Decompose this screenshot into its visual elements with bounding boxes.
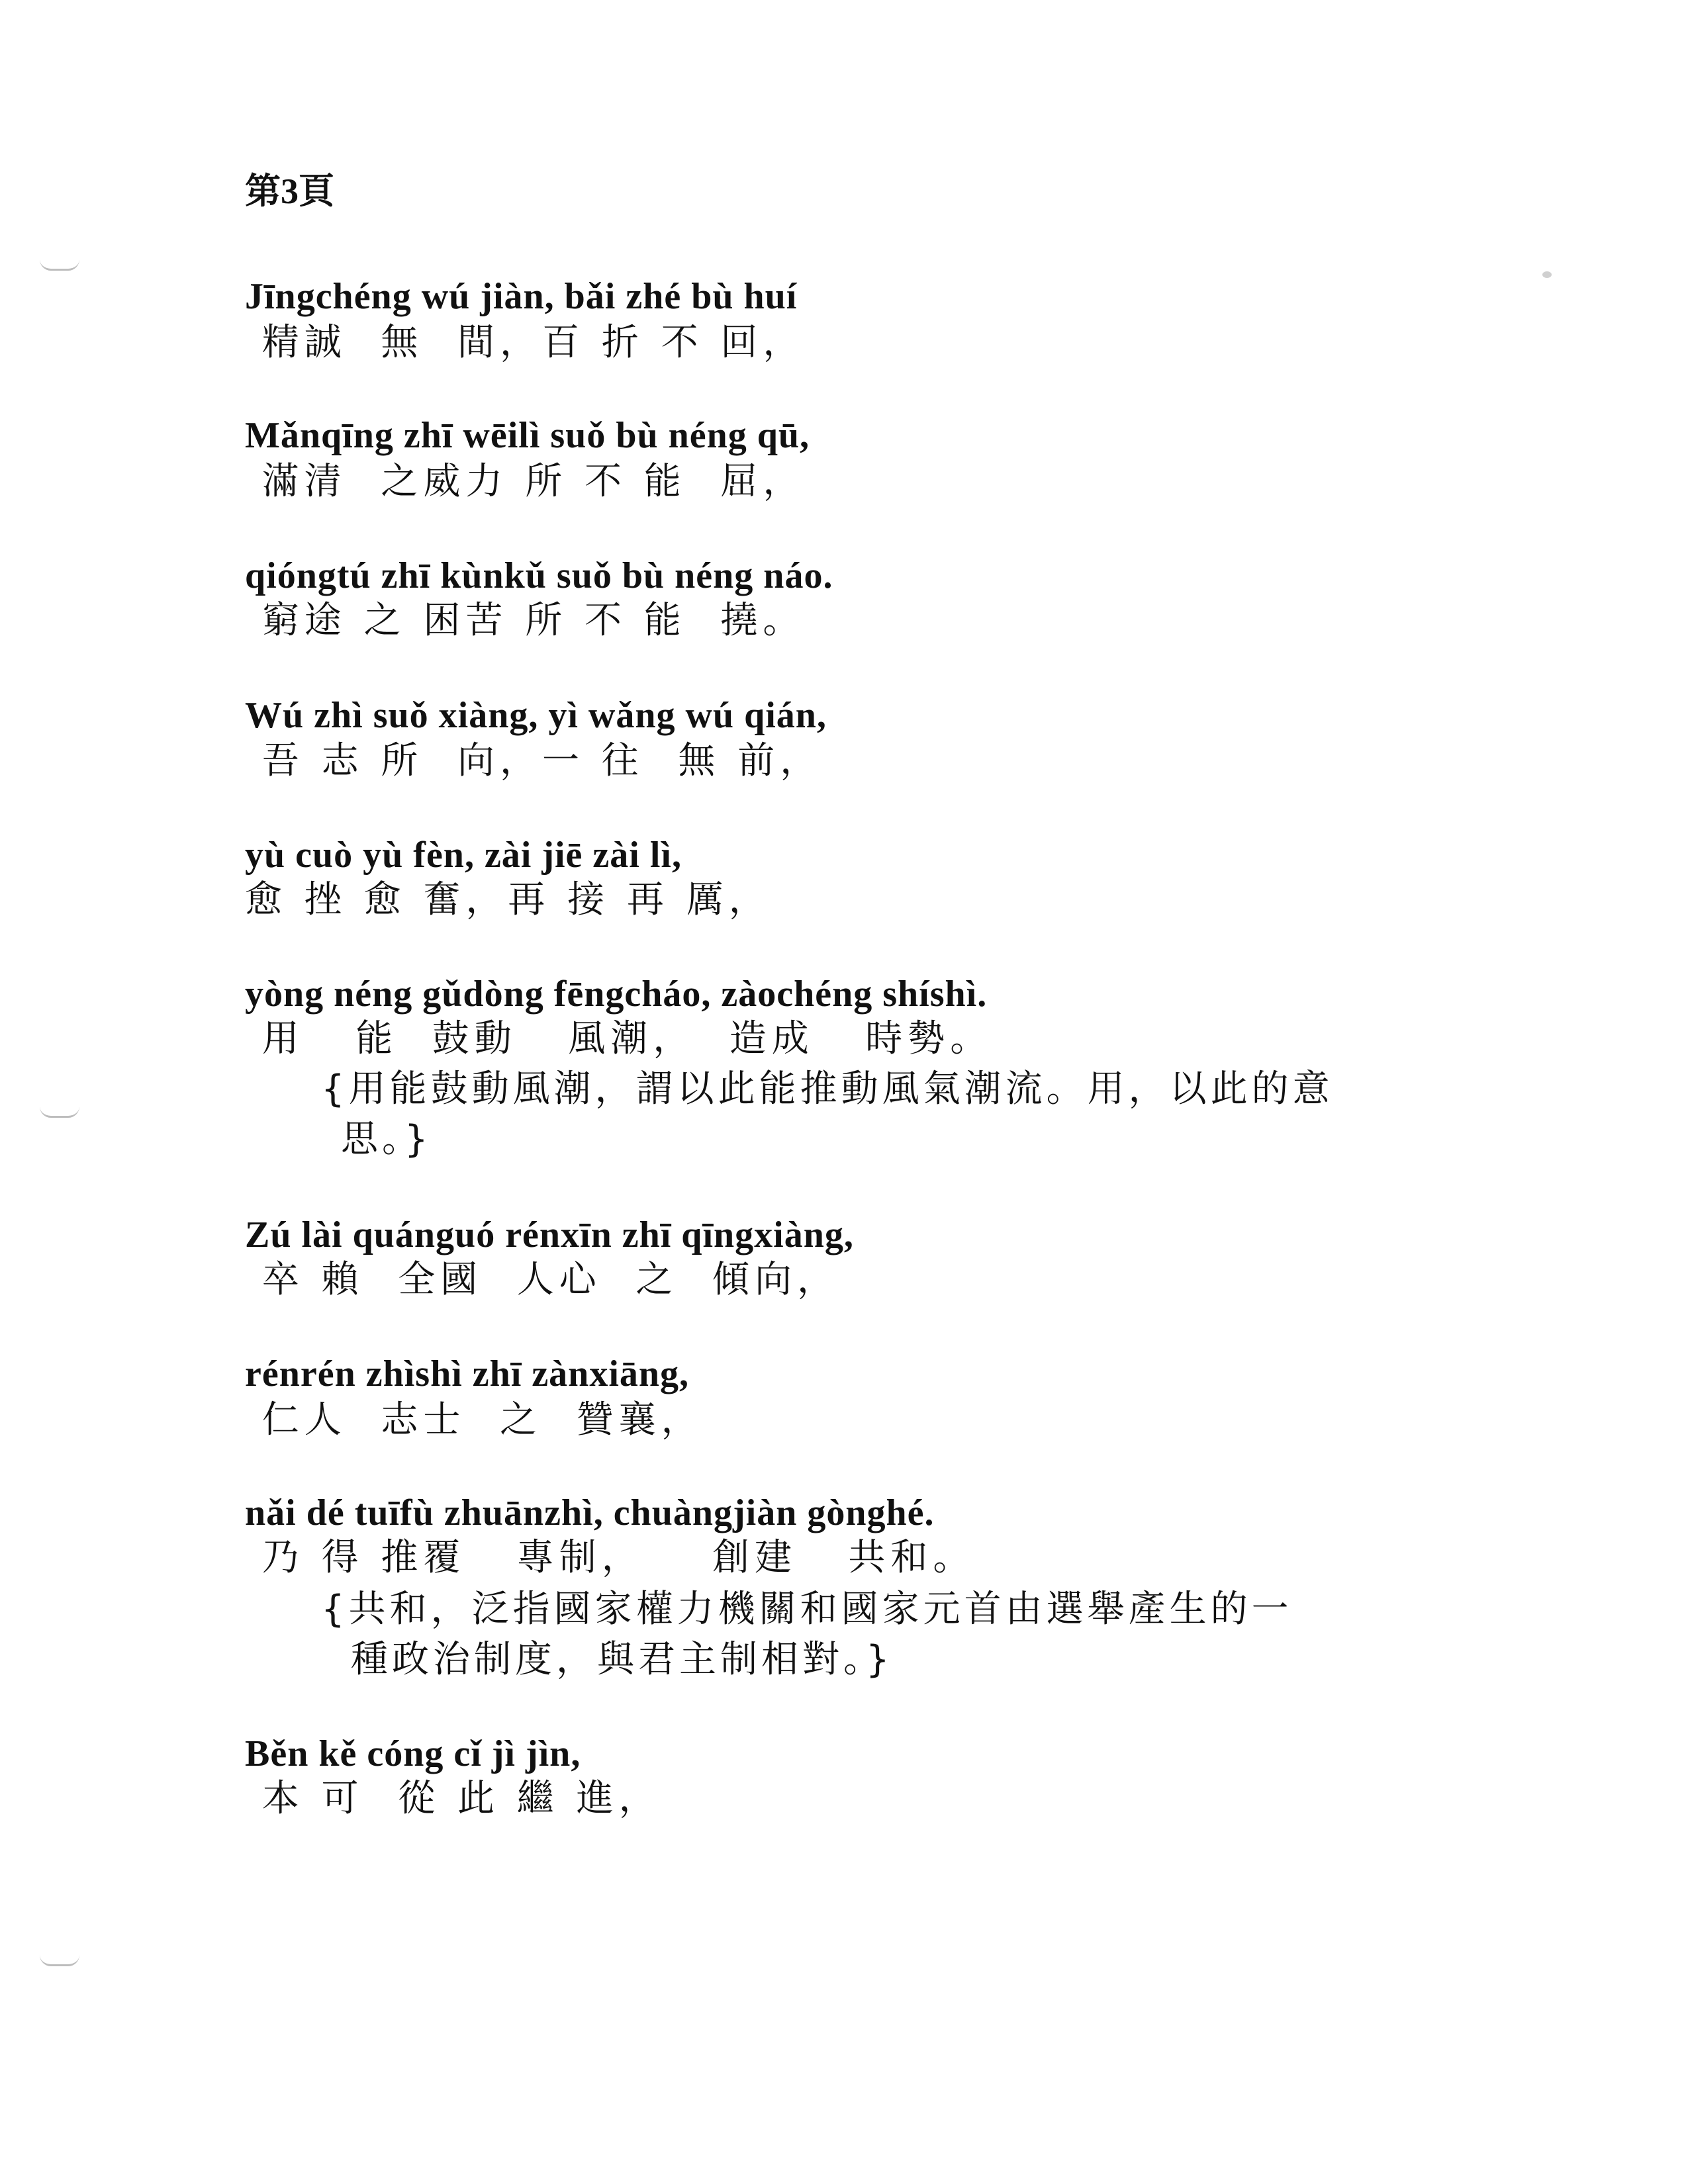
chinese-line: 乃 得 推覆 專制， 創建 共和。 [245,1536,976,1579]
scan-speck [1542,271,1552,278]
pinyin-line: nǎi dé tuīfù zhuānzhì, chuàngjiàn gònghé. [245,1492,935,1533]
chinese-line: 吾 志 所 向，一 往 無 前， [245,739,823,782]
chinese-line: 用 能 鼓動 風潮， 造成 時勢。 [245,1017,993,1060]
pinyin-line: Běn kě cóng cǐ jì jìn, [245,1733,581,1774]
pinyin-line: qióngtú zhī kùnkǔ suǒ bù néng náo. [245,555,833,596]
pinyin-line: Wú zhì suǒ xiàng, yì wǎng wú qián, [245,695,827,736]
pinyin-line: Zú lài quánguó rénxīn zhī qīngxiàng, [245,1214,854,1255]
chinese-line: 卒 賴 全國 人心 之 傾向， [245,1258,840,1301]
annotation-note: 思。} [341,1118,432,1161]
chinese-line: 滿清 之威力 所 不 能 屈， [245,460,806,503]
punch-hole-mark [40,1107,79,1118]
pinyin-line: yù cuò yù fèn, zài jiē zài lì, [245,835,682,876]
page-number-title: 第3頁 [245,171,334,211]
chinese-line: 本 可 從 此 繼 進， [245,1777,661,1820]
pinyin-line: yòng néng gǔdòng fēngcháo, zàochéng shíshì. [245,974,988,1015]
chinese-line: 仁人 志士 之 贊襄， [245,1398,704,1441]
annotation-note: {用能鼓動風潮，謂以此能推動風氣潮流。用，以此的意 [321,1068,1334,1111]
chinese-line: 愈 挫 愈 奮，再 接 再 厲， [245,878,771,921]
punch-hole-mark [40,1955,79,1966]
punch-hole-mark [40,259,79,271]
pinyin-line: Jīngchéng wú jiàn, bǎi zhé bù huí [245,276,798,317]
pinyin-line: Mǎnqīng zhī wēilì suǒ bù néng qū, [245,415,810,456]
chinese-line: 窮途 之 困苦 所 不 能 撓。 [245,599,806,642]
annotation-note: 種政治制度，與君主制相對。} [351,1638,894,1681]
annotation-note: {共和，泛指國家權力機關和國家元首由選舉產生的一 [321,1588,1293,1631]
chinese-line: 精誠 無 間，百 折 不 回， [245,321,806,364]
pinyin-line: rénrén zhìshì zhī zànxiāng, [245,1353,690,1394]
